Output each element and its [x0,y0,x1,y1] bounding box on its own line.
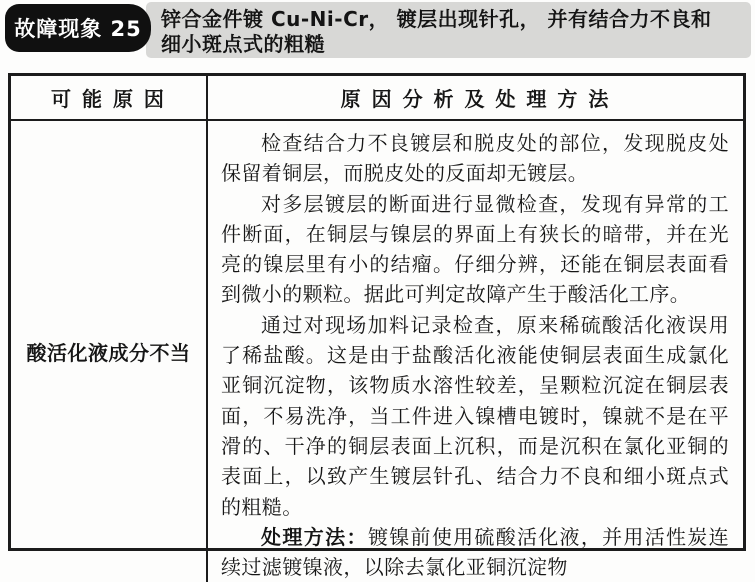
fault-title-line2: 细小斑点式的粗糙 [161,32,325,56]
table-header-row [11,76,743,121]
fault-title [146,2,751,58]
analysis-paragraph-2: 对多层镀层的断面进行显微检查，发现有异常的工件断面，在铜层与镍层的界面上有狭长的暗带，并在光亮的镍层里有小的结瘤。仔细分辨，还能在铜层表面看到微小的颗粒。据此可判定故障产生于酸活化工序。 [221,191,729,307]
table-body-row [11,121,743,582]
col-header-possible-cause: 可 能 原 因 [11,76,208,119]
treatment-text: 镀镍前使用硫酸活化液，并用活性炭连续过滤镀镍液，以除去氯化亚铜沉淀物 [221,524,729,580]
fault-table [8,73,746,580]
treatment-paragraph [221,522,729,582]
analysis-cell [208,121,743,582]
analysis-paragraph-1: 检查结合力不良镀层和脱皮处的部位，发现脱皮处保留着铜层，而脱皮处的反面却无镀层。 [221,131,729,186]
fault-number-badge [5,4,151,52]
treatment-label: 处理方法： [261,524,368,549]
cause-cell: 酸活化液成分不当 [11,121,208,582]
analysis-paragraph-3: 通过对现场加料记录检查，原来稀硫酸活化液误用了稀盐酸。这是由于盐酸活化液能使铜层表面生成氯化亚铜沉淀物，该物质水溶性较差，呈颗粒沉淀在铜层表面，不易洗净，当工件进入镍槽电镀时，镍就不是在平滑的、干净的铜层表面上沉积，而是沉积在氯化亚铜的表面上，以致产生镀层针孔、结合力不良和细小斑点式的粗糙。 [221,312,729,519]
col-header-analysis-treatment: 原 因 分 析 及 处 理 方 法 [340,87,611,111]
fault-title-line1: 锌合金件镀 Cu-Ni-Cr， 镀层出现针孔， 并有结合力不良和 [161,7,712,31]
fault-number-badge-label: 故障现象 25 [14,17,142,41]
